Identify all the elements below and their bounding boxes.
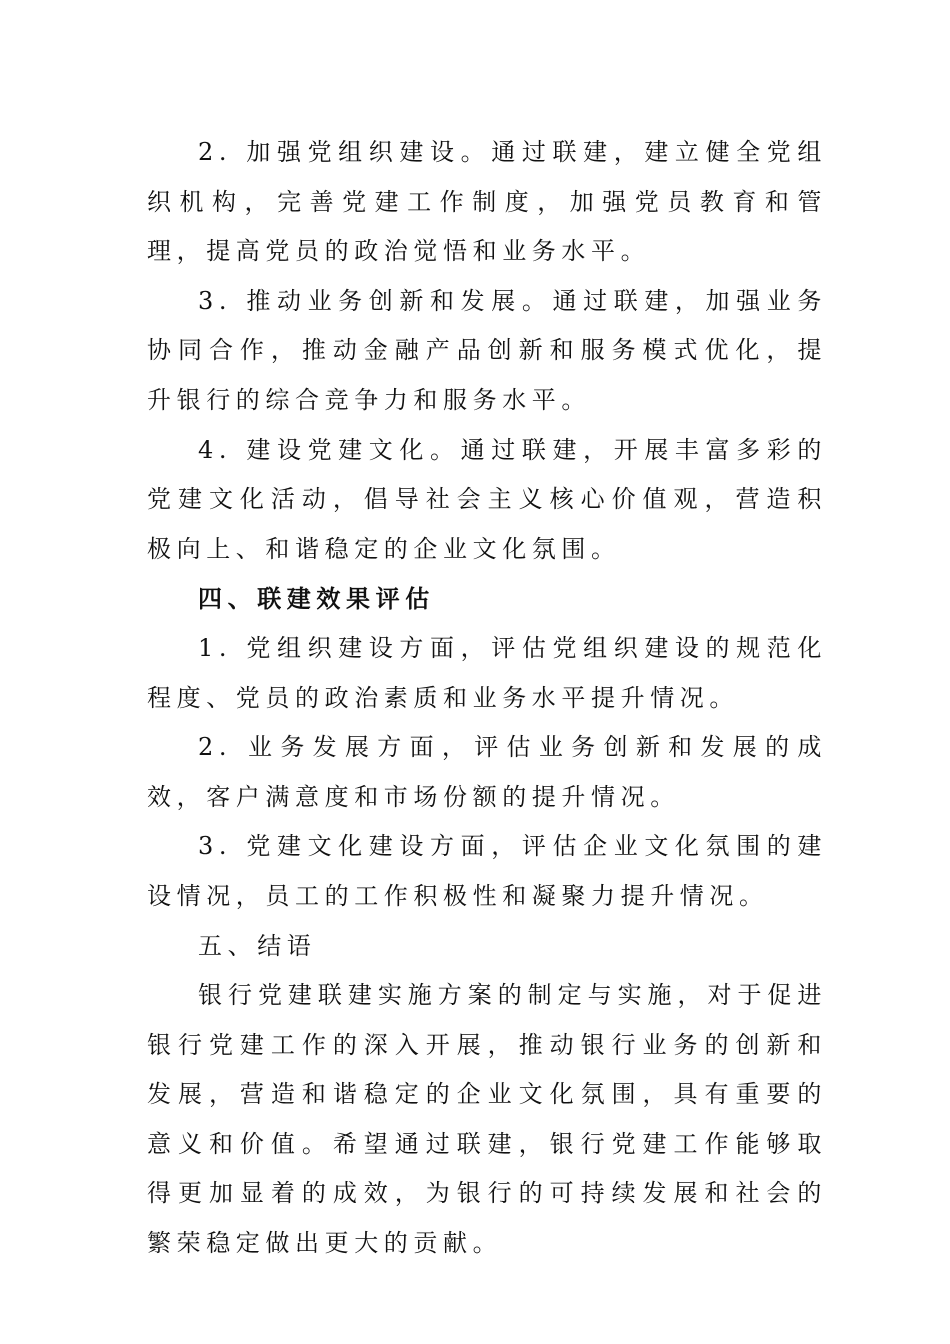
- paragraph-strengthen-party-organization: 2. 加强党组织建设。通过联建，建立健全党组织机构，完善党建工作制度，加强党员教育和管理，提高党员的政治觉悟和业务水平。: [147, 138, 827, 266]
- paragraph-conclusion: 银行党建联建实施方案的制定与实施，对于促进银行党建工作的深入开展，推动银行业务的创新和发展，营造和谐稳定的企业文化氛围，具有重要的意义和价值。希望通过联建，银行党建工作能够取得更加显着的成效，为银行的可持续发展和社会的繁荣稳定做出更大的贡献。: [147, 981, 827, 1258]
- paragraph-promote-business-innovation: 3. 推动业务创新和发展。通过联建，加强业务协同合作，推动金融产品创新和服务模式优化，提升银行的综合竞争力和服务水平。: [147, 286, 827, 414]
- paragraph-build-party-culture: 4. 建设党建文化。通过联建，开展丰富多彩的党建文化活动，倡导社会主义核心价值观，营造积极向上、和谐稳定的企业文化氛围。: [147, 435, 827, 563]
- paragraph-evaluation-organization: 1. 党组织建设方面，评估党组织建设的规范化程度、党员的政治素质和业务水平提升情况。: [147, 633, 827, 712]
- section-heading-evaluation: 四、联建效果评估: [198, 584, 435, 614]
- paragraph-evaluation-culture: 3. 党建文化建设方面，评估企业文化氛围的建设情况，员工的工作积极性和凝聚力提升情况。: [147, 832, 827, 910]
- section-heading-conclusion: 五、结语: [198, 931, 317, 960]
- document-page: [147, 128, 827, 1269]
- paragraph-evaluation-business: 2. 业务发展方面，评估业务创新和发展的成效，客户满意度和市场份额的提升情况。: [147, 733, 827, 811]
